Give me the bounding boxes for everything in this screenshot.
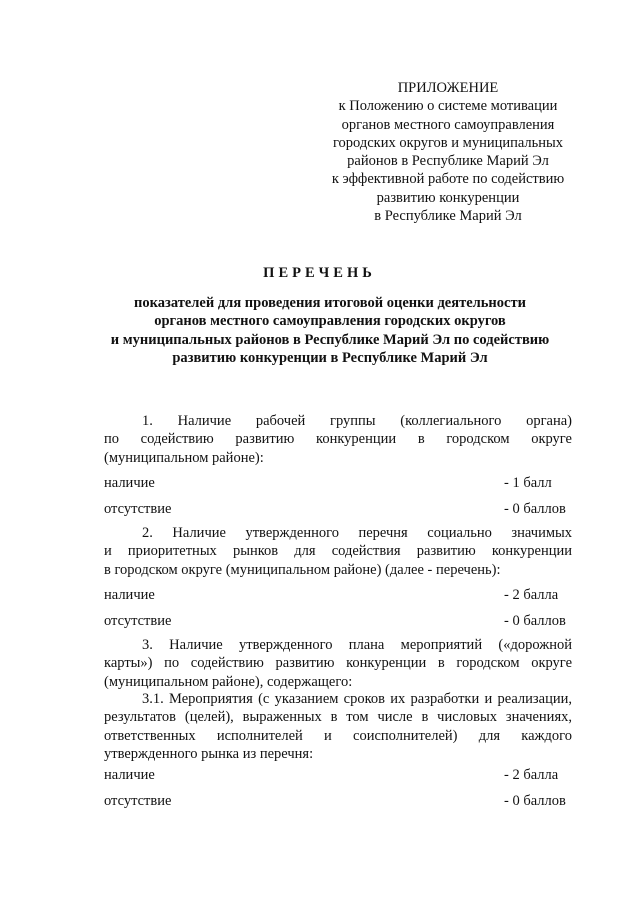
appendix-line: районов в Республике Марий Эл xyxy=(347,153,549,170)
section-3-text xyxy=(104,636,572,691)
section-1-score-no xyxy=(104,500,572,518)
paragraph-line: (муниципальном районе): xyxy=(104,449,264,466)
paragraph-line: в городском округе (муниципальном районе) (далее - перечень): xyxy=(104,561,501,578)
section-1-text xyxy=(104,412,572,467)
section-3-1-score-no xyxy=(104,792,572,810)
appendix-header xyxy=(318,79,578,225)
appendix-line: ПРИЛОЖЕНИЕ xyxy=(397,80,499,96)
section-3-1-text xyxy=(104,690,572,763)
score-label: отсутствие xyxy=(104,501,172,517)
appendix-line: развитию конкуренции xyxy=(376,189,520,206)
score-value: - 2 балла xyxy=(504,767,559,783)
appendix-line: к Положению о системе мотивации xyxy=(338,98,558,115)
score-value: - 0 баллов xyxy=(504,613,566,629)
score-value: - 1 балл xyxy=(504,475,552,491)
appendix-line: к эффективной работе по содействию xyxy=(331,171,565,188)
score-value: - 2 балла xyxy=(504,587,559,603)
score-value: - 0 баллов xyxy=(504,793,566,809)
section-1-score-yes xyxy=(104,474,572,492)
subtitle-line: показателей для проведения итоговой оценки деятельности xyxy=(134,295,526,311)
subtitle-line: и муниципальных районов в Республике Марий Эл по содействию xyxy=(110,331,550,348)
section-3-1-score-yes xyxy=(104,766,572,784)
paragraph-line: (муниципальном районе), содержащего: xyxy=(104,673,353,690)
score-label: отсутствие xyxy=(104,613,172,629)
section-2-text xyxy=(104,524,572,579)
section-2-score-yes xyxy=(104,586,572,604)
subtitle-line: развитию конкуренции в Республике Марий Эл xyxy=(172,349,488,366)
paragraph-line: 2. Наличие утвержденного перечня социально значимых xyxy=(142,525,572,541)
score-label: наличие xyxy=(104,475,155,491)
paragraph-line: и приоритетных рынков для содействия развитию конкуренции xyxy=(104,543,572,560)
document-subtitle xyxy=(90,294,570,367)
document-title: ПЕРЕЧЕНЬ xyxy=(263,265,376,281)
appendix-line: органов местного самоуправления xyxy=(341,116,555,133)
score-label: наличие xyxy=(104,587,155,603)
paragraph-line: утвержденного рынка из перечня: xyxy=(104,745,314,762)
appendix-line: в Республике Марий Эл xyxy=(374,208,522,225)
appendix-line: городских округов и муниципальных xyxy=(332,134,564,151)
paragraph-line: 3.1. Мероприятия (с указанием сроков их разработки и реализации, xyxy=(142,691,572,707)
score-label: наличие xyxy=(104,767,155,783)
paragraph-line: 1. Наличие рабочей группы (коллегиального органа) xyxy=(142,413,572,429)
paragraph-line: по содействию развитию конкуренции в городском округе xyxy=(104,431,572,448)
score-value: - 0 баллов xyxy=(504,501,566,517)
paragraph-line: результатов (целей), выраженных в том числе в числовых значениях, xyxy=(104,709,572,726)
paragraph-line: 3. Наличие утвержденного плана мероприятий («дорожной xyxy=(142,637,572,653)
score-label: отсутствие xyxy=(104,793,172,809)
paragraph-line: ответственных исполнителей и соисполнителей) для каждого xyxy=(104,727,572,744)
subtitle-line: органов местного самоуправления городских округов xyxy=(154,313,506,330)
section-2-score-no xyxy=(104,612,572,630)
paragraph-line: карты») по содействию развитию конкуренции в городском округе xyxy=(104,655,572,672)
